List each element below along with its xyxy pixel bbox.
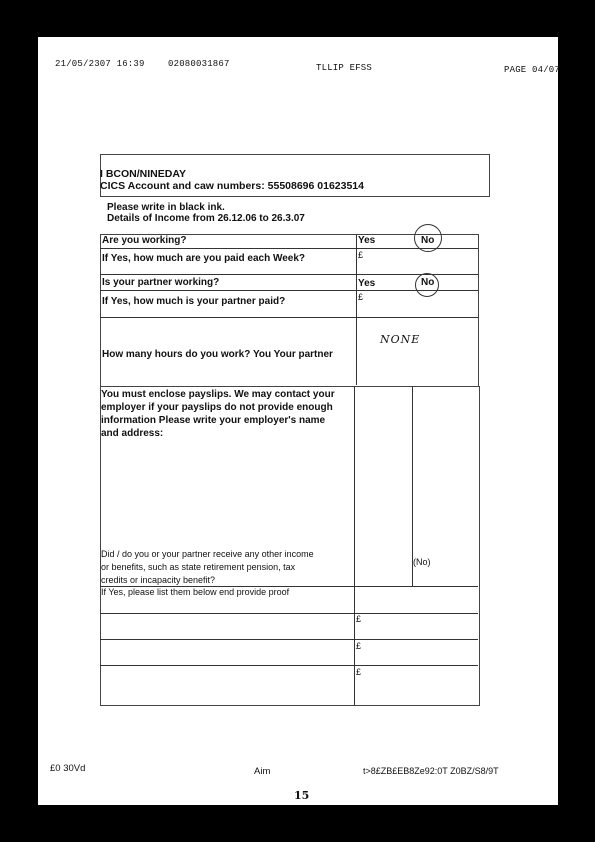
option-yes-working[interactable]: Yes <box>358 235 376 246</box>
pound-sign: £ <box>358 292 364 302</box>
payslips-text-3: information Please write your employer's name <box>101 415 326 426</box>
footer-right: t>8£ZB£EB8Ze92:0T Z0BZ/S8/9T <box>363 766 499 776</box>
option-no-working[interactable]: No <box>421 235 435 246</box>
fax-page <box>38 37 561 805</box>
handwritten-none: NONE <box>380 333 421 346</box>
benefits-no-option[interactable]: (No) <box>413 557 431 567</box>
question-weekly-pay: If Yes, how much are you paid each Week? <box>102 253 306 264</box>
instruction-ink: Please write in black ink. <box>107 202 225 213</box>
payslips-text-4: and address: <box>101 428 164 439</box>
question-partner-working: Is your partner working? <box>102 277 220 288</box>
name-line: I BCON/NINEDAY <box>100 168 186 180</box>
fax-number: 02080031867 <box>168 59 230 69</box>
account-line: CICS Account and caw numbers: 55508696 01623514 <box>100 180 364 192</box>
question-hours: How many hours do you work? You Your partner <box>102 349 333 360</box>
benefit-row-2-pound: £ <box>356 641 362 651</box>
work-table-divider <box>356 234 357 385</box>
question-partner-pay: If Yes, how much is your partner paid? <box>102 296 286 307</box>
fax-datetime: 21/05/2307 16:39 <box>55 59 145 69</box>
footer-left: £0 30Vd <box>50 763 86 774</box>
page-number: 15 <box>294 789 310 802</box>
option-yes-partner[interactable]: Yes <box>358 278 376 289</box>
pound-sign: £ <box>358 250 364 260</box>
question-working: Are you working? <box>102 235 187 246</box>
benefits-question-1: Did / do you or your partner receive any other income <box>101 549 314 559</box>
payslips-text-1: You must enclose payslips. We may contact your <box>101 389 335 400</box>
handwritten-circle-no-partner <box>415 273 439 297</box>
payslips-text-2: employer if your payslips do not provide enough <box>101 402 333 413</box>
fax-page-number: PAGE 04/07 <box>504 65 561 75</box>
footer-center: Aim <box>254 766 271 777</box>
benefits-list-instruction: If Yes, please list them below end provide proof <box>101 587 290 597</box>
instruction-dates: Details of Income from 26.12.06 to 26.3.07 <box>107 213 305 224</box>
benefit-row-1-pound: £ <box>356 614 362 624</box>
option-no-partner[interactable]: No <box>421 277 435 288</box>
fax-sender: TLLIP EFSS <box>316 63 373 73</box>
handwritten-circle-no <box>414 224 442 252</box>
benefit-row-3-pound: £ <box>356 667 362 677</box>
benefits-question-3: credits or incapacity benefit? <box>101 575 216 585</box>
benefits-question-2: or benefits, such as state retirement pension, tax <box>101 562 296 572</box>
